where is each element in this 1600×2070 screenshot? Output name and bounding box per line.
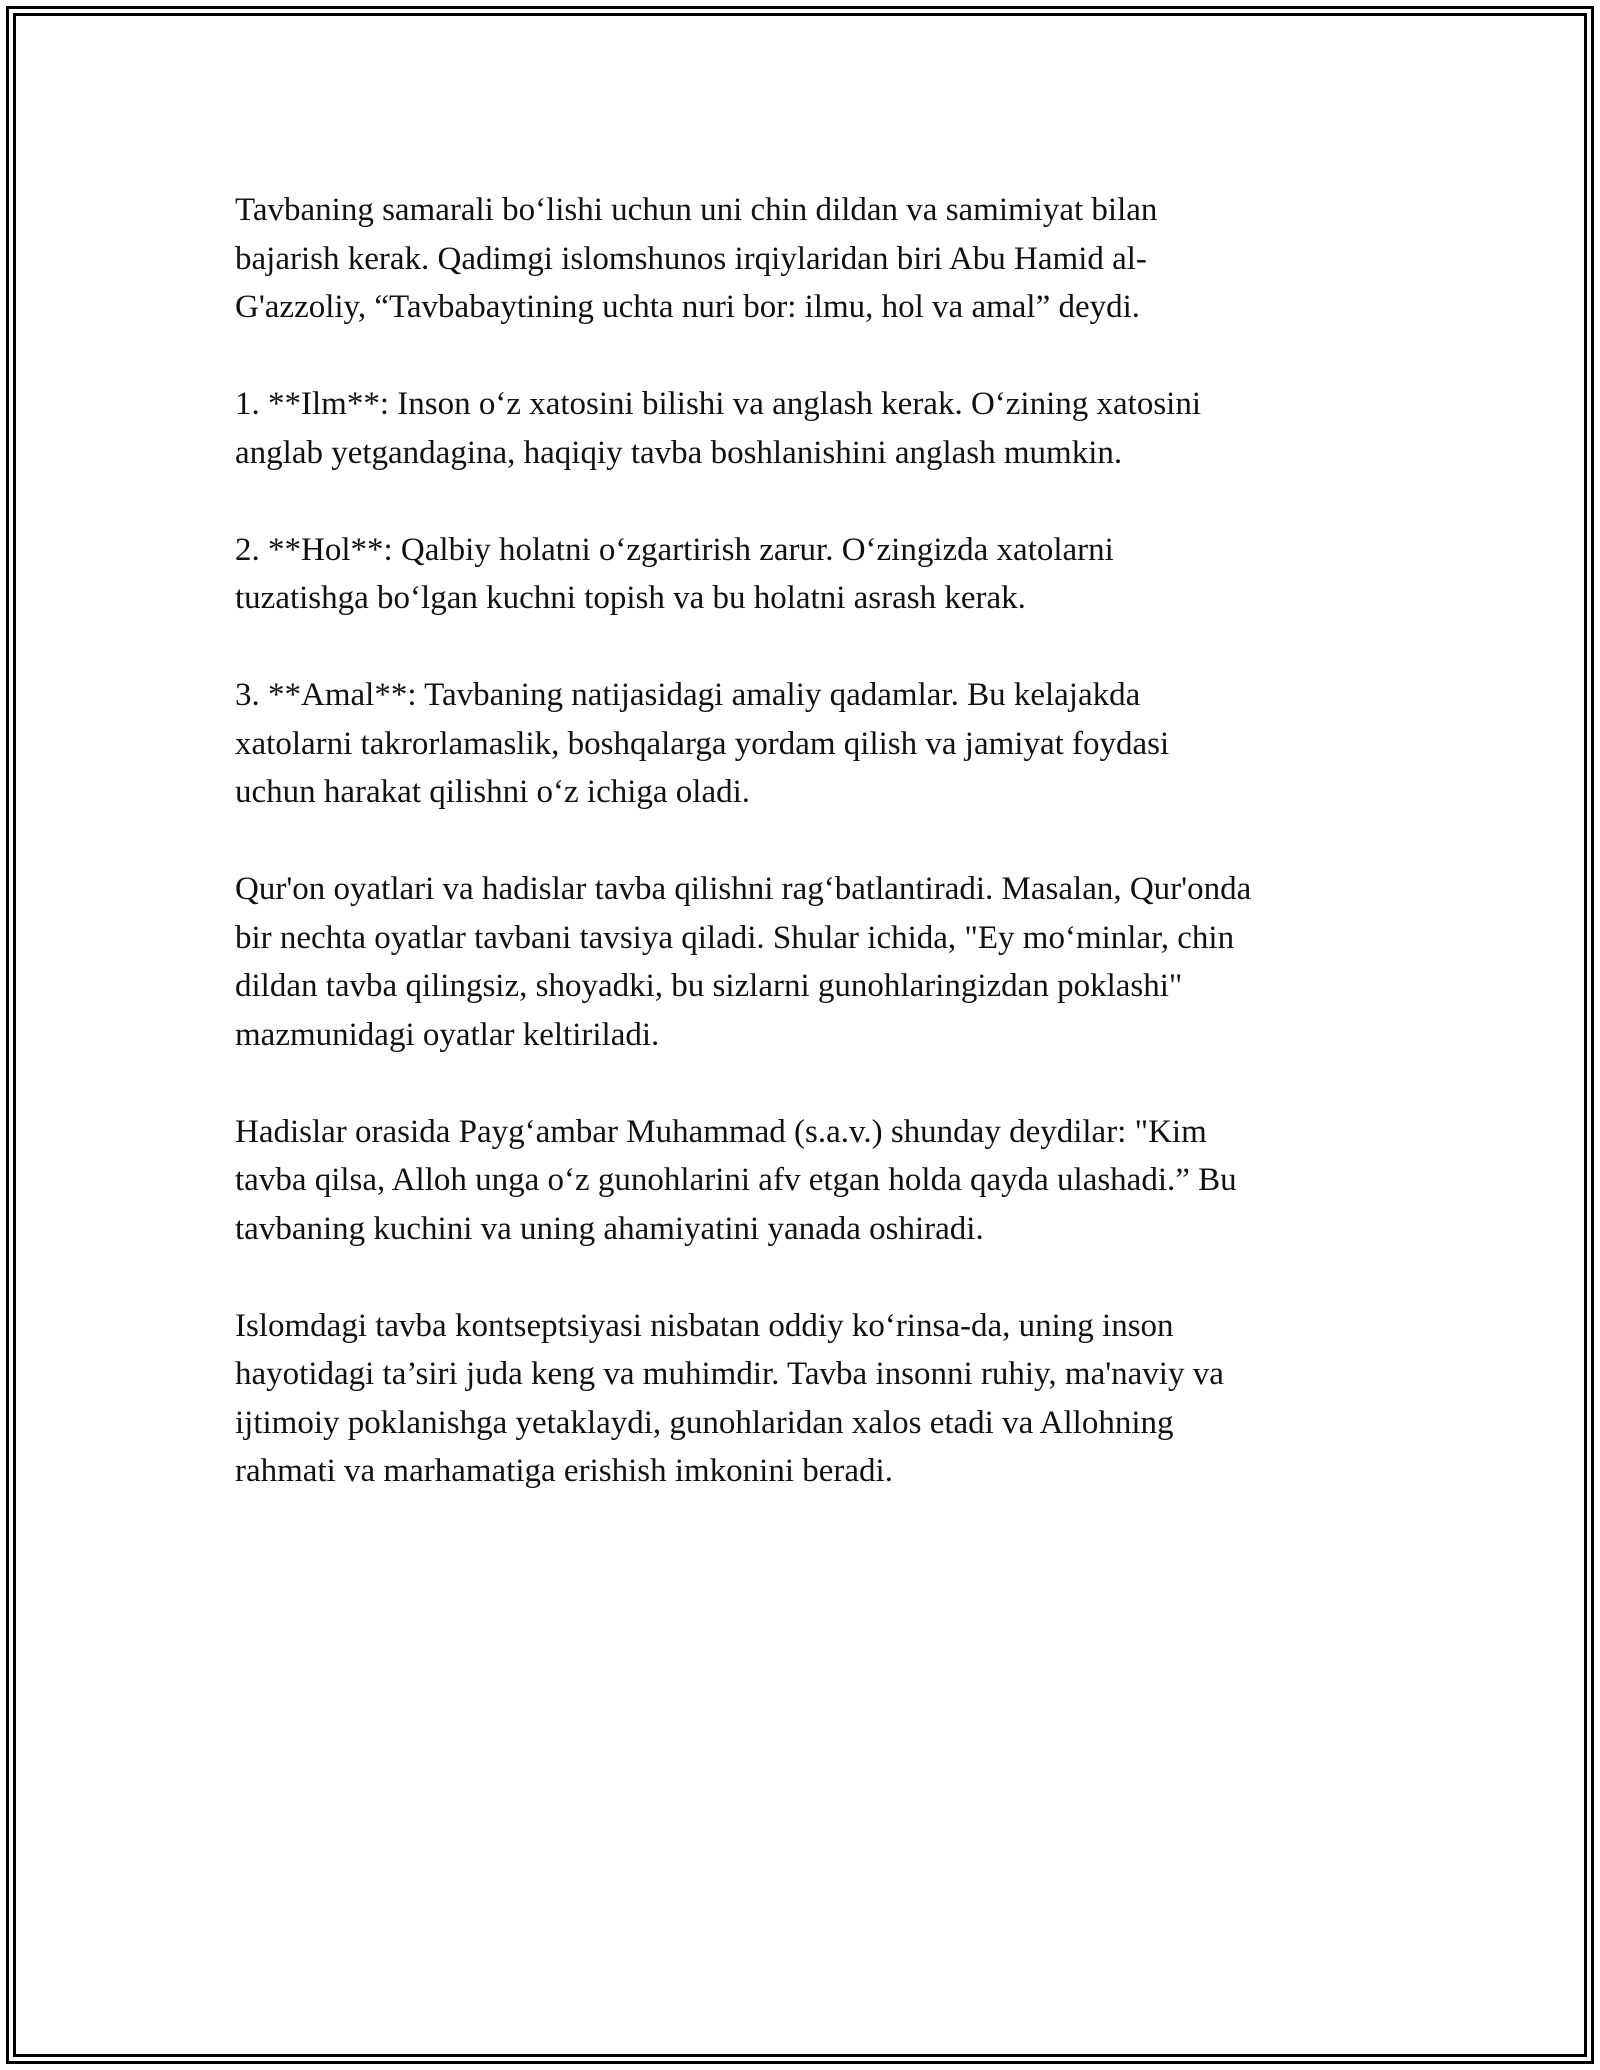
paragraph-conclusion: Islomdagi tavba kontseptsiyasi nisbatan oddiy ko‘rinsa-da, uning inson hayotidagi ta’siri juda keng va muhimdir. Tavba insonni ruhiy, ma'naviy va ijtimoiy poklanishga yetaklaydi, gunohlaridan xalos etadi va Allohning rahmati va marhamatiga erishish imkonini beradi. [235,1307,1224,1489]
paragraph-quran: Qur'on oyatlari va hadislar tavba qilishni rag‘batlantiradi. Masalan, Qur'onda bir nechta oyatlar tavbani tavsiya qiladi. Shular ichida, "Ey mo‘minlar, chin dildan tavba qilingsiz, shoyadki, bu sizlarni gunohlaringizdan poklashi" mazmunidagi oyatlar keltiriladi. [235,871,1252,1053]
paragraph-ilm: 1. **Ilm**: Inson o‘z xatosini bilishi va anglash kerak. O‘zining xatosini anglab yetgandagina, haqiqiy tavba boshlanishini anglash mumkin. [235,386,1202,471]
paragraph-hadith: Hadislar orasida Payg‘ambar Muhammad (s.a.v.) shunday deydilar: "Kim tavba qilsa, Alloh unga o‘z gunohlarini afv etgan holda qayda ulashadi.” Bu tavbaning kuchini va uning ahamiyatini yanada oshiradi. [235,1113,1237,1247]
paragraph-amal: 3. **Amal**: Tavbaning natijasidagi amaliy qadamlar. Bu kelajakda xatolarni takrorlamaslik, boshqalarga yordam qilish va jamiyat foydasi uchun harakat qilishni o‘z ichiga oladi. [235,677,1170,810]
paragraph-hol: 2. **Hol**: Qalbiy holatni o‘zgartirish zarur. O‘zingizda xatolarni tuzatishga bo‘lgan kuchni topish va bu holatni asrash kerak. [235,531,1114,616]
paragraph-intro: Tavbaning samarali bo‘lishi uchun uni chin dildan va samimiyat bilan bajarish kerak. Qadimgi islomshunos irqiylaridan biri Abu Hamid al- G'azzoliy, “Tavbabaytining uchta nuri bor: ilmu, hol va amal” deydi. [235,192,1158,325]
document-body [235,186,1375,1544]
